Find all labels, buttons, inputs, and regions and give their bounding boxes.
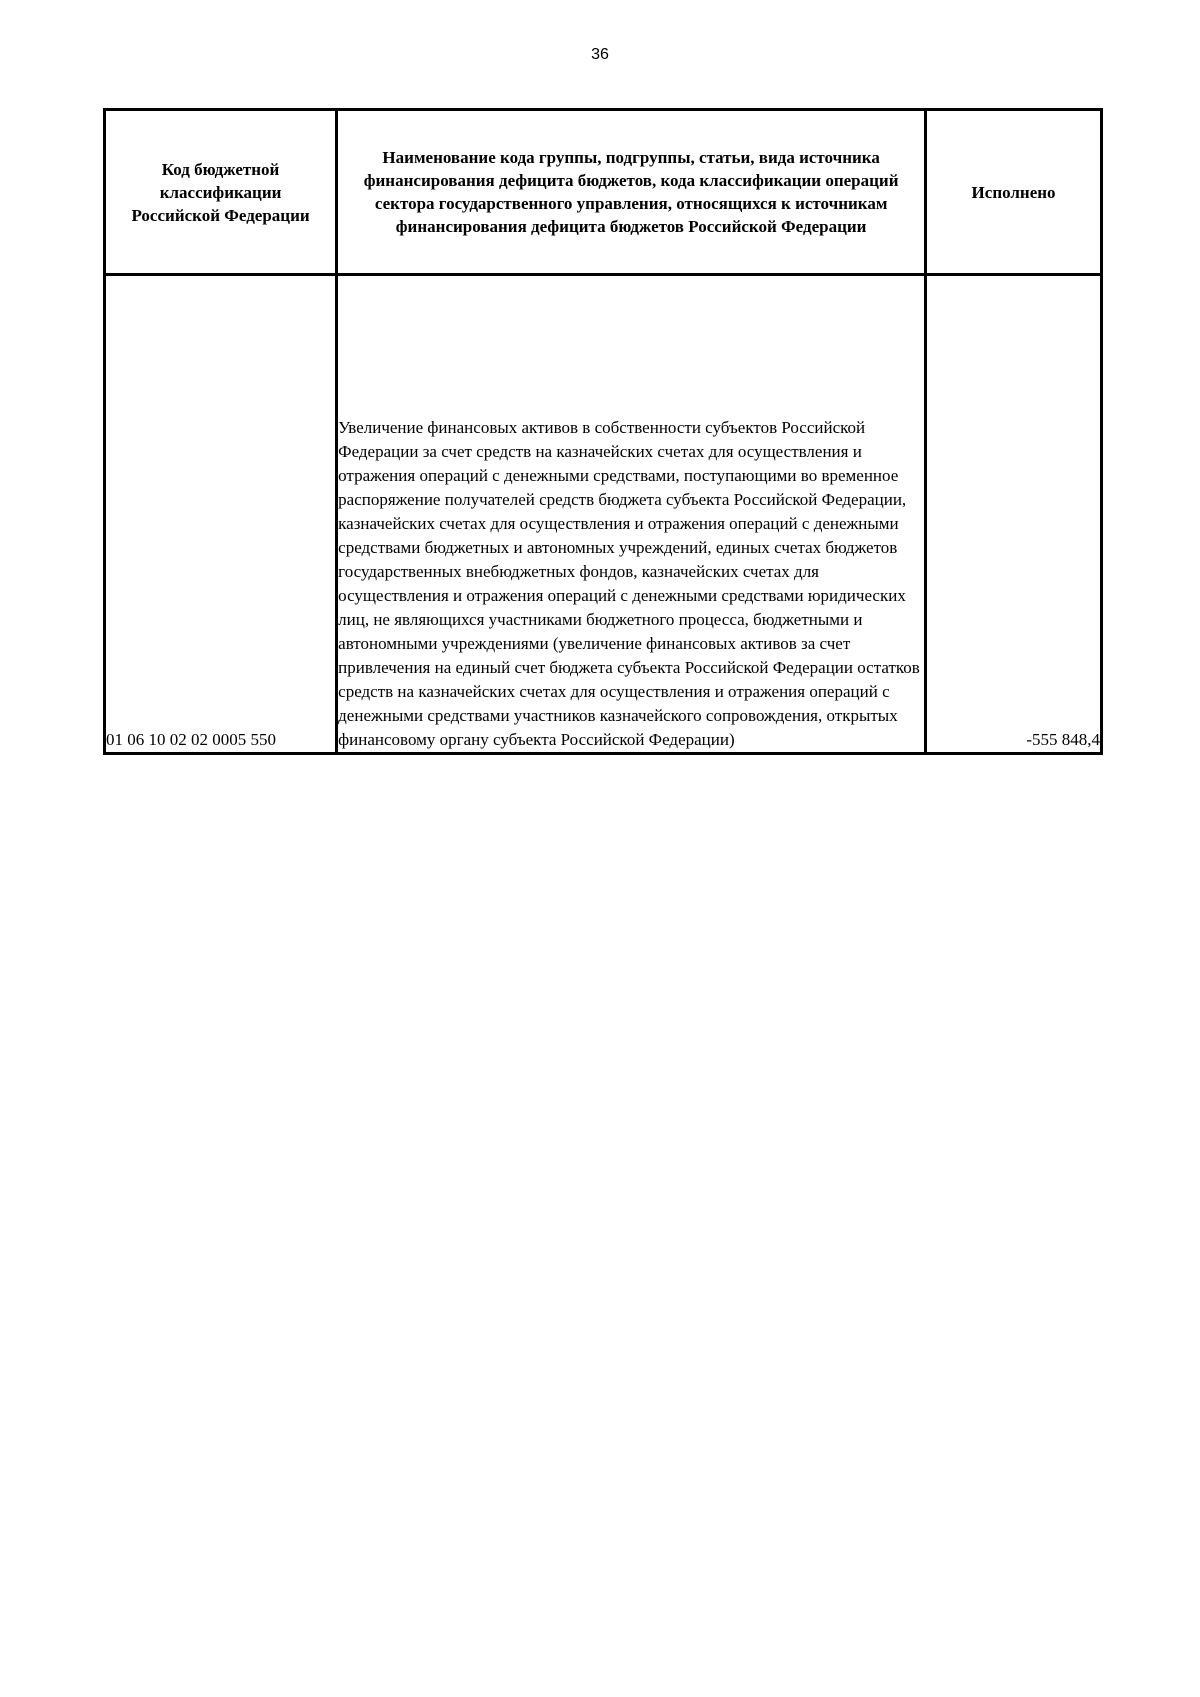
table-header-row bbox=[105, 110, 1102, 275]
header-code-name bbox=[337, 110, 926, 275]
row-code-name: Увеличение финансовых активов в собственности субъектов Российской Федерации за счет средств на казначейских счетах для осуществления и отражения операций с денежными средствами, поступающими во временное распоряжение получателей средств бюджета субъекта Российской Федерации, казначейских счетах для осуществления и отражения операций с денежными средствами бюджетных и автономных учреждений, единых счетах бюджетов государственных внебюджетных фондов, казначейских счетах для осуществления и отражения операций с денежными средствами юридических лиц, не являющихся участниками бюджетного процесса, бюджетными и автономными учреждениями (увеличение финансовых активов за счет привлечения на единый счет бюджета субъекта Российской Федерации остатков средств на казначейских счетах для осуществления и отражения операций с денежными средствами участников казначейского сопровождения, открытых финансовому органу субъекта Российской Федерации) bbox=[337, 275, 926, 754]
table-row bbox=[105, 275, 1102, 754]
header-executed-label: Исполнено bbox=[971, 182, 1056, 202]
page-number: 36 bbox=[591, 46, 609, 63]
header-executed bbox=[926, 110, 1102, 275]
budget-sources-table bbox=[103, 108, 1103, 755]
row-budget-code: 01 06 10 02 02 0005 550 bbox=[105, 275, 337, 754]
header-code-name-label: Наименование кода группы, подгруппы, статьи, вида источника финансирования дефицита бюджетов, кода классификации операций сектора государственного управления, относящихся к источникам финансирования дефицита бюджетов Российской Федерации bbox=[363, 148, 899, 236]
header-budget-code-label: Код бюджетной классификации Российской Федерации bbox=[131, 159, 310, 225]
header-budget-code bbox=[105, 110, 337, 275]
row-executed-amount: -555 848,4 bbox=[926, 275, 1102, 754]
